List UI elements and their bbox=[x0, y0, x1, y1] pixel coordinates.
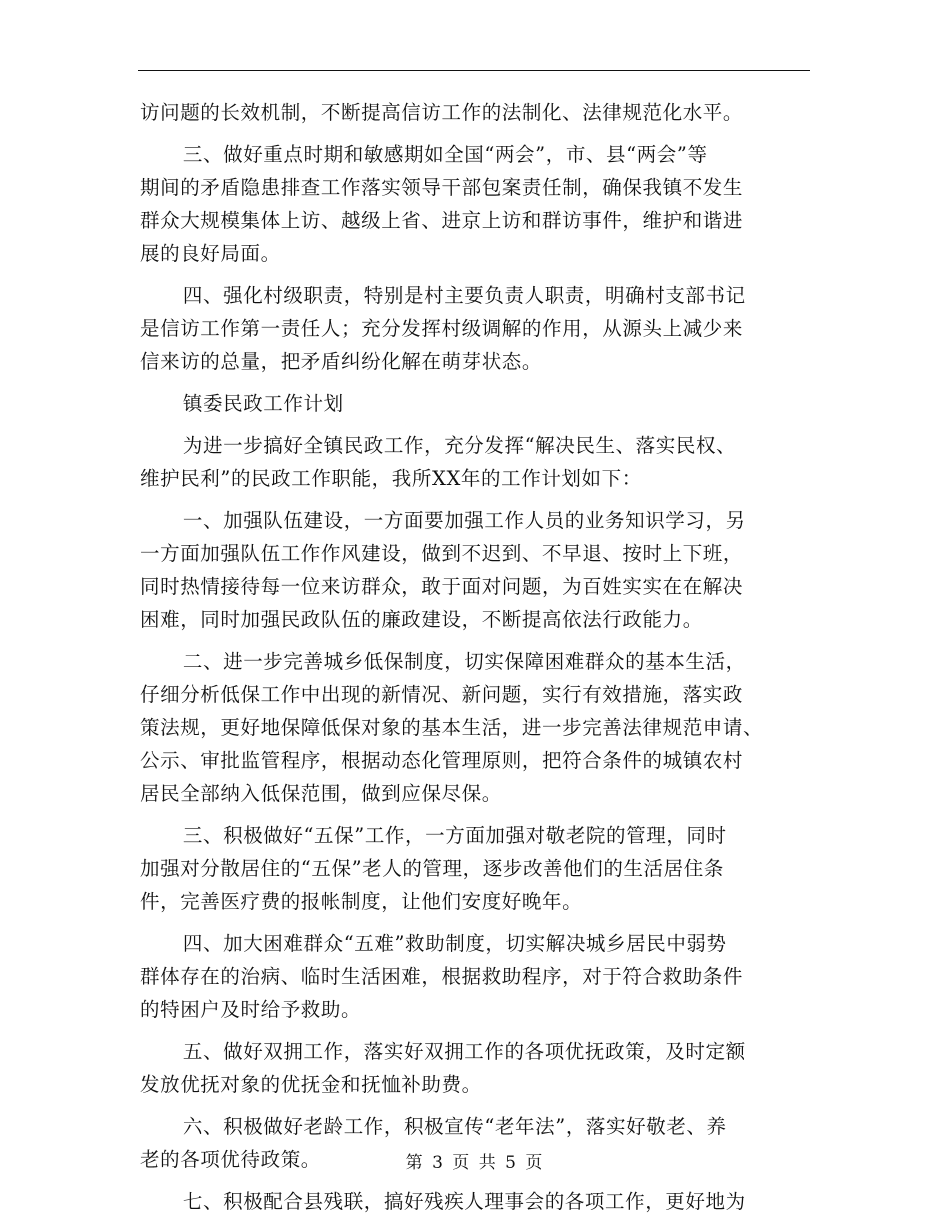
paragraph bbox=[140, 504, 810, 636]
text-line: 四、加大困难群众“五难”救助制度，切实解决城乡居民中弱势 bbox=[182, 932, 727, 955]
text-line: 为进一步搞好全镇民政工作，充分发挥“解决民生、落实民权、 bbox=[182, 434, 737, 457]
document-body bbox=[140, 96, 810, 1227]
text-line: 三、积极做好“五保”工作，一方面加强对敬老院的管理，同时 bbox=[182, 824, 727, 847]
text-line: 困难，同时加强民政队伍的廉政建设，不断提高依法行政能力。 bbox=[140, 608, 703, 631]
text-line: 六、积极做好老龄工作，积极宣传“老年法”，落实好敬老、养 bbox=[182, 1115, 727, 1138]
header-rule bbox=[138, 70, 810, 71]
text-line: 展的良好局面。 bbox=[140, 242, 281, 265]
text-line: 加强对分散居住的“五保”老人的管理，逐步改善他们的生活居住条 bbox=[140, 857, 724, 880]
text-line: 公示、审批监管程序，根据动态化管理原则，把符合条件的城镇农村 bbox=[140, 749, 744, 772]
text-line: 仔细分析低保工作中出现的新情况、新问题，实行有效措施，落实政 bbox=[140, 683, 744, 706]
paragraph bbox=[140, 138, 810, 270]
text-line: 同时热情接待每一位来访群众，敢于面对问题，为百姓实实在在解决 bbox=[140, 575, 744, 598]
paragraph bbox=[140, 927, 810, 1026]
text-line: 四、强化村级职责，特别是村主要负责人职责，明确村支部书记 bbox=[182, 284, 746, 307]
paragraph bbox=[140, 96, 810, 129]
paragraph bbox=[140, 1035, 810, 1101]
text-line: 老的各项优待政策。 bbox=[140, 1148, 321, 1171]
text-line: 的特困户及时给予救助。 bbox=[140, 998, 362, 1021]
page-number: 第 3 页 共 5 页 bbox=[405, 1153, 545, 1173]
paragraph bbox=[140, 429, 810, 495]
text-line: 居民全部纳入低保范围，做到应保尽保。 bbox=[140, 782, 502, 805]
text-line: 七、积极配合县残联，搞好残疾人理事会的各项工作，更好地为 bbox=[182, 1190, 746, 1213]
text-line: 一方面加强队伍工作作风建设，做到不迟到、不早退、按时上下班， bbox=[140, 542, 744, 565]
text-line: 五、做好双拥工作，落实好双拥工作的各项优抚政策，及时定额 bbox=[182, 1040, 746, 1063]
text-line: 群众大规模集体上访、越级上省、进京上访和群访事件，维护和谐进 bbox=[140, 209, 744, 232]
text-line: 访问题的长效机制，不断提高信访工作的法制化、法律规范化水平。 bbox=[140, 101, 744, 124]
text-line: 二、进一步完善城乡低保制度，切实保障困难群众的基本生活， bbox=[182, 650, 746, 673]
text-line: 是信访工作第一责任人；充分发挥村级调解的作用，从源头上减少来 bbox=[140, 317, 744, 340]
paragraph bbox=[140, 645, 810, 810]
text-line: 群体存在的治病、临时生活困难，根据救助程序，对于符合救助条件 bbox=[140, 965, 744, 988]
text-line: 三、做好重点时期和敏感期如全国“两会”，市、县“两会”等 bbox=[182, 143, 708, 166]
text-line: 信来访的总量，把矛盾纠纷化解在萌芽状态。 bbox=[140, 350, 543, 373]
paragraph bbox=[140, 819, 810, 918]
text-line: 镇委民政工作计划 bbox=[182, 392, 344, 415]
section-title bbox=[140, 387, 810, 420]
paragraph bbox=[140, 1185, 810, 1218]
text-line: 一、加强队伍建设，一方面要加强工作人员的业务知识学习，另 bbox=[182, 509, 746, 532]
text-line: 件，完善医疗费的报帐制度，让他们安度好晚年。 bbox=[140, 890, 583, 913]
text-line: 策法规，更好地保障低保对象的基本生活，进一步完善法律规范申请、 bbox=[140, 716, 764, 739]
text-line: 发放优抚对象的优抚金和抚恤补助费。 bbox=[140, 1073, 482, 1096]
text-line: 期间的矛盾隐患排查工作落实领导干部包案责任制，确保我镇不发生 bbox=[140, 176, 744, 199]
paragraph bbox=[140, 279, 810, 378]
text-line: 维护民利”的民政工作职能，我所XX年的工作计划如下： bbox=[140, 467, 642, 490]
